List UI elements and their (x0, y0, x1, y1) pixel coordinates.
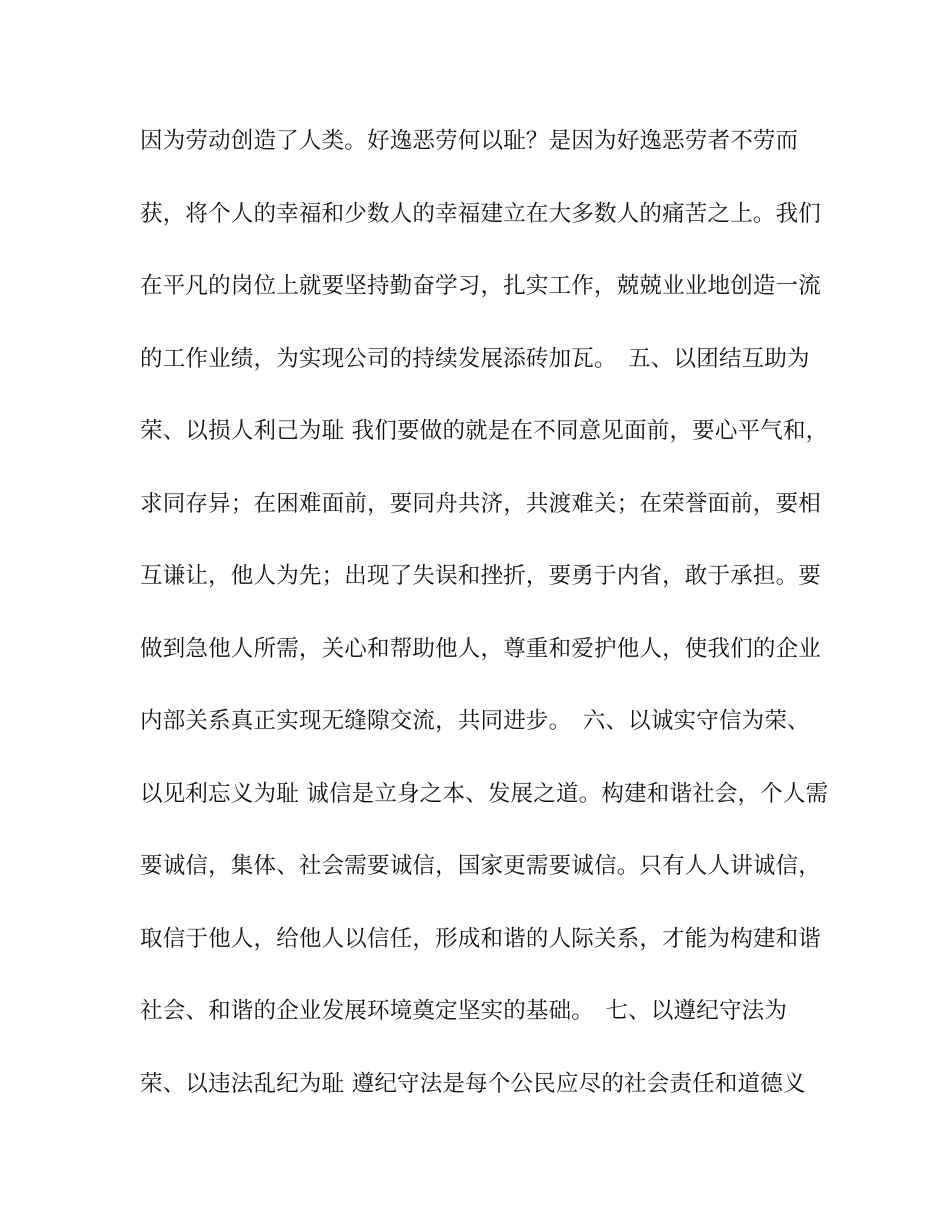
text-line-12: 取信于他人，给他人以信任，形成和谐的人际关系，才能为构建和谐 (140, 925, 822, 952)
text-line-8: 做到急他人所需，关心和帮助他人，尊重和爱护他人，使我们的企业 (140, 635, 822, 662)
text-line-6: 求同存异；在困难面前，要同舟共济，共渡难关；在荣誉面前，要相 (140, 490, 822, 517)
text-line-4: 的工作业绩，为实现公司的持续发展添砖加瓦。 五、以团结互助为 (140, 345, 810, 372)
text-line-13: 社会、和谐的企业发展环境奠定坚实的基础。 七、以遵纪守法为 (140, 998, 788, 1024)
body-text (140, 118, 829, 1133)
text-line-3: 在平凡的岗位上就要坚持勤奋学习，扎实工作，兢兢业业地创造一流 (140, 273, 822, 299)
text-line-2: 获，将个人的幸福和少数人的幸福建立在大多数人的痛苦之上。我们 (140, 200, 822, 227)
text-line-14: 荣、以违法乱纪为耻 遵纪守法是每个公民应尽的社会责任和道德义 (140, 1070, 806, 1097)
text-line-5: 荣、以损人利己为耻 我们要做的就是在不同意见面前，要心平气和， (140, 418, 829, 444)
text-line-9: 内部关系真正实现无缝隙交流，共同进步。 六、以诚实守信为荣、 (140, 708, 810, 734)
text-line-11: 要诚信，集体、社会需要诚信，国家更需要诚信。只有人人讲诚信， (140, 853, 822, 879)
text-line-7: 互谦让，他人为先；出现了失误和挫折，要勇于内省，敢于承担。要 (140, 563, 822, 589)
text-line-1: 因为劳动创造了人类。好逸恶劳何以耻？是因为好逸恶劳者不劳而 (140, 128, 799, 154)
text-line-10: 以见利忘义为耻 诚信是立身之本、发展之道。构建和谐社会，个人需 (140, 780, 829, 807)
